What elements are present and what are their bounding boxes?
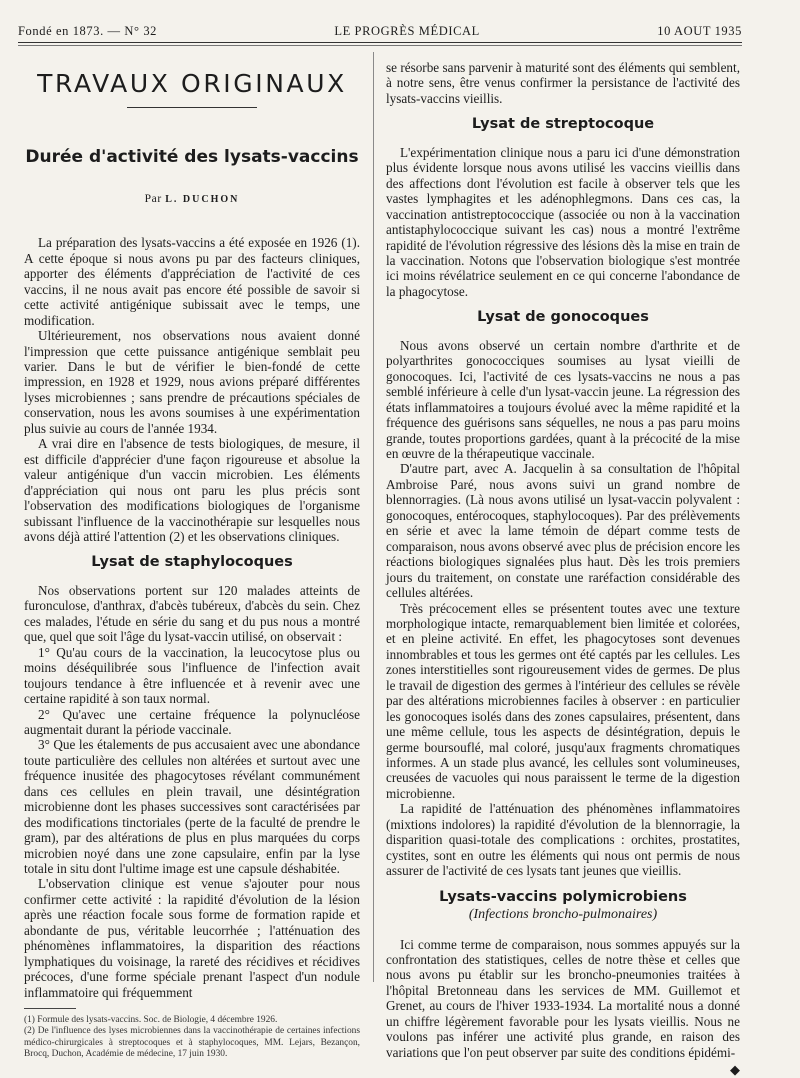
left-column <box>24 58 360 1060</box>
header-date: 10 AOUT 1935 <box>657 24 742 38</box>
paragraph: L'observation clinique est venue s'ajouter pour nous confirmer cette activité : la rapidité d'évolution de la lésion après une réaction focale sous forme de formation rapide et abondante de pus, véritable leucorrhée ; l'atténuation des phénomènes inflammatoires, la disparition des réactions lymphatiques du voisinage, la rareté des récidives et récidives précoces, d'une forme spéciale prenant l'aspect d'un nodule inflammatoire qui fréquemment <box>24 876 360 1000</box>
article-title: Durée d'activité des lysats-vaccins <box>25 147 359 168</box>
author-name: L. DUCHON <box>165 193 240 205</box>
paragraph: D'autre part, avec A. Jacquelin à sa consultation de l'hôpital Ambroise Paré, nous avons suivi un grand nombre de blennorragies. (Là nous avons utilisé un lysat-vaccin polyvalent : gonocoques, entérocoques, staphylocoques). Par des prélèvements en série et avec la lame témoin de départ comme tests de comparaison, nous avons observé avec plus de précision encore les réactions biologiques signalées plus haut. Dès les trois premiers jours du traitement, on constate une raréfaction considérable des cellules altérées. <box>386 461 740 601</box>
paragraph: L'expérimentation clinique nous a paru ici d'une démonstration plus évidente lorsque nous avons utilisé les vaccins vieillis dans des affections dont l'évolution est facile à observer tels que les vastes lymphagites et les adénophlegmons. Dans ces cas, la vaccination antistreptococcique (associée ou non à la vaccination antistaphylococcique suivant les cas) nous a montré l'extrême rapidité de l'évolution régressive des lésions dès la mise en train de la vaccination. Notons que l'observation biologique s'est montrée ici moins révélatrice seulement en ce qui concerne l'abondance de la phagocytose. <box>386 144 740 299</box>
heading-polymicrobiens: Lysats-vaccins polymicrobiens <box>439 888 687 905</box>
paragraph: Très précocement elles se présentent toutes avec une texture morphologique intacte, remarquablement bien limitée et colorées, et en pleine activité. En effet, les phagocytoses sont devenues innombrables et tous les germes ont été captés par les cellules. Les zones interstitielles sont rigoureusement vides de germes. De plus le travail de digestion des germes à l'intérieur des cellules se révèle par des altérations microbiennes faciles à observer : en particulier les gonocoques isolés dans des zones capsulaires, présentent, dans une même cellule, tous les aspects de désintégration, depuis le germe boursouflé, mal coloré, jusqu'aux fragments chromatiques informes. A un stade plus avancé, les cellules sont volumineuses, creusées de vacuoles qui nous paraissent le terme de la digestion microbienne. <box>386 600 740 801</box>
section-heading: TRAVAUX ORIGINAUX <box>37 69 347 98</box>
subheading-broncho-pulmonaires: (Infections broncho-pulmonaires) <box>468 907 658 923</box>
paragraph: 2° Qu'avec une certaine fréquence la polynucléose augmentait durant la période vaccinale. <box>24 706 360 737</box>
paragraph: Ultérieurement, nos observations nous avaient donné l'impression que cette puissance antigénique semblait peu varier. Dans le but de vérifier le bien-fondé de cette impression, en 1928 et 1929, nous avions préparé différentes lyses microbiennes ; sans prendre de précautions spéciales de conservation, nous les avons soumises à une expérimentation plus suivie au cours de l'année 1934. <box>24 328 360 436</box>
footnote: (1) Formule des lysats-vaccins. Soc. de Biologie, 4 décembre 1926. <box>24 1015 278 1026</box>
end-diamond-mark: ◆ <box>730 1062 740 1078</box>
paragraph: Ici comme terme de comparaison, nous sommes appuyés sur la confrontation des statistiques, celles de notre thèse et celles que nous avons pu établir sur les broncho-pneumonies traitées à l'hôpital Bretonneau dans les services de MM. Guillemot et Grenet, au cours de l'hiver 1933-1934. La mortalité nous a donné un chiffre légèrement favorable pour les lysats vieillis. Nous ne voulons pas inférer une activité plus grande, en raison des variations que l'on peut observer par suite des conditions épidémi- <box>386 936 740 1060</box>
paragraph-continued: se résorbe sans parvenir à maturité sont des éléments qui semblent, à notre sens, être venus confirmer la persistance de l'activité des lysats-vaccins vieillis. <box>386 60 740 106</box>
footnote-rule <box>24 1008 76 1009</box>
byline-prefix: Par <box>144 192 162 205</box>
running-header <box>18 24 742 39</box>
title-rule <box>127 107 257 108</box>
paragraph: La préparation des lysats-vaccins a été exposée en 1926 (1). A cette époque si nous avons pu par des facteurs cliniques, apporter des éléments d'appréciation de l'activité de ces vaccins, il ne nous avait pas encore été possible de savoir si cette activité antigénique subissait avec le temps, une modification. <box>24 235 360 328</box>
paragraph: A vrai dire en l'absence de tests biologiques, de mesure, il est difficile d'apprécier d'une façon rigoureuse et absolue la valeur antigénique d'un vaccin microbien. Les éléments d'appréciation qui nous ont paru les plus précis sont l'observation des modifications biologiques de l'organisme subissant l'influence de la vaccinothérapie sur lesquelles nous avons déjà attiré l'attention (2) et les observations cliniques. <box>24 436 360 544</box>
right-column <box>386 60 740 1078</box>
header-rule-double <box>18 45 742 46</box>
paragraph: 3° Que les étalements de pus accusaient avec une abondance toute particulière des cellules non altérées et surtout avec une fréquence inusitée des phagocytoses révélant communément dans ces cellules en plein travail, une désintégration microbienne dont les phases successives sont caractérisées par des modifications tinctoriales (perte de la faculté de prendre le gram), par des altérations de plus en plus marquées du corps microbien noyé dans une zone capsulaire, enfin par la lyse totale in situ dont l'ultime image est une capsule déshabitée. <box>24 737 360 877</box>
paragraph: Nous avons observé un certain nombre d'arthrite et de polyarthrites gonococciques soumises au lysat vieilli de gonocoques. Ici, l'activité de ces lysats-vaccins ne nous a pas semblé inférieure à celle d'un lysat-vaccin jeune. La régression des états inflammatoires a toujours évolué avec la même rapidité et la fréquence des guérisons sans séquelles, ne nous a pas paru moins grande, toutes proportions gardées, quant à la précocité de la mise en œuvre de la thérapeutique vaccinale. <box>386 337 740 461</box>
paragraph: 1° Qu'au cours de la vaccination, la leucocytose plus ou moins déséquilibrée sous l'influence de l'infection avait toujours tendance à être influencée et à revenir avec une certaine rapidité à son taux normal. <box>24 644 360 707</box>
footnote: (2) De l'influence des lyses microbiennes dans la vaccinothérapie de certaines infections médico-chirurgicales à streptocoques et à staphylocoques, MM. Lejars, Bezançon, Brocq, Duchon, Académie de médecine, 17 juin 1930. <box>24 1026 360 1059</box>
header-journal-name: LE PROGRÈS MÉDICAL <box>334 24 480 38</box>
byline <box>24 192 360 207</box>
heading-gonocoques: Lysat de gonocoques <box>477 309 649 326</box>
column-divider <box>373 52 374 982</box>
header-rule <box>18 42 742 43</box>
footnotes <box>24 1015 360 1060</box>
header-founded: Fondé en 1873. — N° 32 <box>18 24 158 38</box>
paragraph: Nos observations portent sur 120 malades atteints de furonculose, d'anthrax, d'abcès tubéreux, d'abcès du sein. Chez ces malades, l'étude en série du sang et du pus nous a montré que, quel que soit l'âge du lysat-vaccin utilisé, on observait : <box>24 582 360 645</box>
heading-streptocoque: Lysat de streptocoque <box>471 116 655 133</box>
paragraph: La rapidité de l'atténuation des phénomènes inflammatoires (mixtions indolores) la rapidité d'évolution de la blennorragie, la disparition quasi-totale des complications : orchites, prostatites, cystites, sont en outre les éléments qui nous ont permis de nous assurer de l'activité de ces lysats tant jeunes que vieillis. <box>386 801 740 879</box>
heading-staphylocoques: Lysat de staphylocoques <box>91 554 293 571</box>
